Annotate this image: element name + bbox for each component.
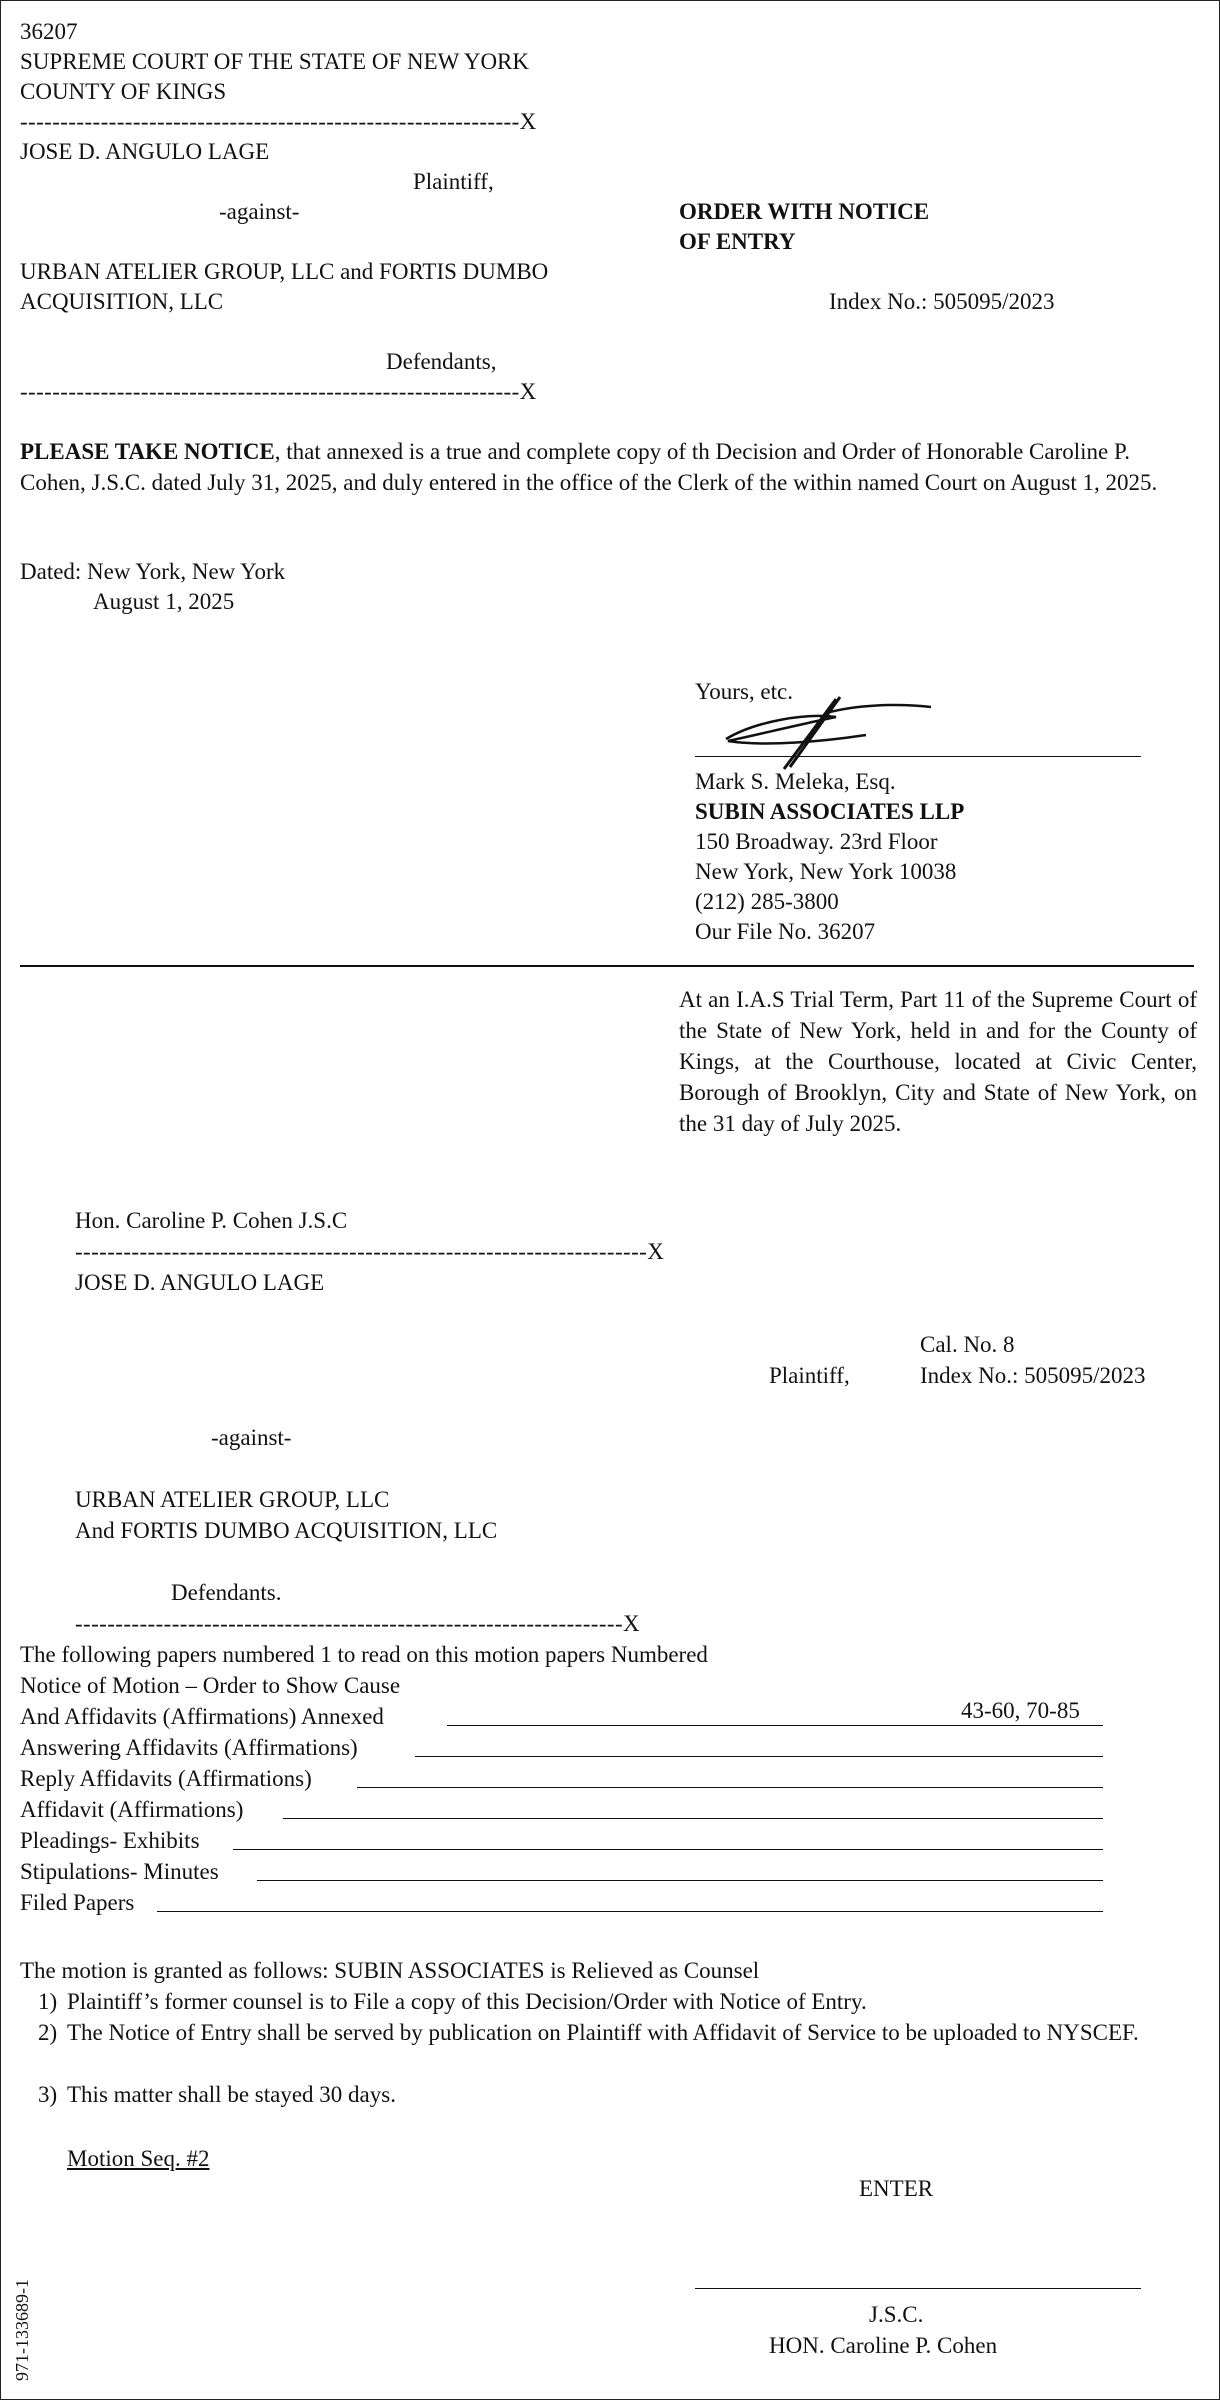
enter-label: ENTER bbox=[859, 2176, 934, 2201]
caption-separator-bottom: --------------------------------------------------------------X bbox=[20, 379, 537, 404]
firm-city: New York, New York 10038 bbox=[695, 859, 957, 884]
dated-location: Dated: New York, New York bbox=[20, 559, 286, 584]
order-separator-bottom: --------------------------------------------------------------------X bbox=[75, 1611, 641, 1636]
item-number: 2) bbox=[38, 2020, 58, 2045]
document-title: ORDER WITH NOTICE bbox=[679, 199, 930, 224]
papers-label: Pleadings- Exhibits bbox=[20, 1828, 200, 1853]
papers-fill-line bbox=[257, 1852, 1103, 1881]
item-text: The Notice of Entry shall be served by publication on Plaintiff with Affidavit of Service to be uploaded to NYSCEF. bbox=[67, 2020, 1139, 2045]
order-against-label: -against- bbox=[211, 1425, 292, 1450]
papers-label: Affidavit (Affirmations) bbox=[20, 1797, 244, 1822]
order-separator-top: -----------------------------------------------------------------------X bbox=[75, 1239, 665, 1264]
trial-term-paragraph: At an I.A.S Trial Term, Part 11 of the Supreme Court of the State of New York, held in and for the County of Kings, at the Courthouse, located at Civic Center, Borough of Brooklyn, City and State of New York, on the 31 day of July 2025. bbox=[679, 987, 1197, 1136]
papers-value: 43-60, 70-85 bbox=[961, 1698, 1080, 1723]
firm-address: 150 Broadway. 23rd Floor bbox=[695, 829, 938, 854]
papers-intro: The following papers numbered 1 to read on this motion papers Numbered bbox=[20, 1642, 708, 1667]
dated-date: August 1, 2025 bbox=[93, 589, 235, 614]
ruling-statement: The motion is granted as follows: SUBIN ASSOCIATES is Relieved as Counsel bbox=[20, 1958, 760, 1983]
notice-paragraph bbox=[20, 436, 1200, 498]
court-name: SUPREME COURT OF THE STATE OF NEW YORK bbox=[20, 49, 530, 74]
notice-lead: PLEASE TAKE NOTICE bbox=[20, 439, 275, 464]
papers-fill-line bbox=[415, 1728, 1103, 1757]
index-number: Index No.: 505095/2023 bbox=[829, 289, 1055, 314]
closing: Yours, etc. bbox=[695, 679, 793, 704]
firm-file-number: Our File No. 36207 bbox=[695, 919, 876, 944]
motion-sequence: Motion Seq. #2 bbox=[67, 2146, 210, 2171]
papers-fill-line bbox=[283, 1790, 1103, 1819]
calendar-number: Cal. No. 8 bbox=[920, 1332, 1015, 1357]
document-title-line2: OF ENTRY bbox=[679, 229, 796, 254]
plaintiff-role: Plaintiff, bbox=[413, 169, 494, 194]
papers-label: Stipulations- Minutes bbox=[20, 1859, 219, 1884]
signature-line bbox=[695, 756, 1141, 757]
judge-signature-name: HON. Caroline P. Cohen bbox=[769, 2333, 998, 2358]
defendant-name: URBAN ATELIER GROUP, LLC and FORTIS DUMBO bbox=[20, 259, 549, 284]
order-plaintiff-name: JOSE D. ANGULO LAGE bbox=[75, 1270, 325, 1295]
papers-fill-line bbox=[233, 1821, 1103, 1850]
against-label: -against- bbox=[219, 199, 300, 224]
item-number: 1) bbox=[38, 1989, 58, 2014]
order-defendant-name: URBAN ATELIER GROUP, LLC bbox=[75, 1487, 390, 1512]
attorney-signature bbox=[716, 691, 946, 771]
item-text: Plaintiff’s former counsel is to File a copy of this Decision/Order with Notice of Entry. bbox=[67, 1989, 867, 2014]
papers-label: Reply Affidavits (Affirmations) bbox=[20, 1766, 312, 1791]
defendants-role: Defendants, bbox=[386, 349, 497, 374]
papers-label: And Affidavits (Affirmations) Annexed bbox=[20, 1704, 384, 1729]
papers-fill-line bbox=[357, 1759, 1103, 1788]
order-plaintiff-role: Plaintiff, bbox=[769, 1363, 850, 1388]
papers-label: Answering Affidavits (Affirmations) bbox=[20, 1735, 358, 1760]
defendant-name-line2: ACQUISITION, LLC bbox=[20, 289, 224, 314]
firm-phone: (212) 285-3800 bbox=[695, 889, 839, 914]
caption-separator-top: --------------------------------------------------------------X bbox=[20, 109, 537, 134]
side-reference-code: 971-133689-1 bbox=[12, 2279, 32, 2381]
notice-body: , that annexed is a true and complete copy of th Decision and Order of Honorable Caroline P. Cohen, J.S.C. dated July 31, 2025, and duly entered in the office of the Clerk of the within named Court on August 1, 2025. bbox=[20, 439, 1158, 495]
order-defendants-role: Defendants. bbox=[171, 1580, 282, 1605]
jsc-label: J.S.C. bbox=[869, 2302, 924, 2327]
papers-label: Filed Papers bbox=[20, 1890, 135, 1915]
file-number: 36207 bbox=[20, 19, 78, 44]
judge-signature-line bbox=[695, 2288, 1141, 2289]
law-firm: SUBIN ASSOCIATES LLP bbox=[695, 799, 965, 824]
county-name: COUNTY OF KINGS bbox=[20, 79, 227, 104]
order-defendant-name-line2: And FORTIS DUMBO ACQUISITION, LLC bbox=[75, 1518, 498, 1543]
attorney-name: Mark S. Meleka, Esq. bbox=[695, 769, 896, 794]
order-index-number: Index No.: 505095/2023 bbox=[920, 1363, 1146, 1388]
item-number: 3) bbox=[38, 2082, 58, 2107]
judge-name: Hon. Caroline P. Cohen J.S.C bbox=[75, 1208, 348, 1233]
papers-fill-line bbox=[157, 1883, 1103, 1912]
section-divider bbox=[20, 965, 1194, 967]
item-text: This matter shall be stayed 30 days. bbox=[67, 2082, 396, 2107]
papers-notice-of-motion: Notice of Motion – Order to Show Cause bbox=[20, 1673, 401, 1698]
plaintiff-name: JOSE D. ANGULO LAGE bbox=[20, 139, 270, 164]
